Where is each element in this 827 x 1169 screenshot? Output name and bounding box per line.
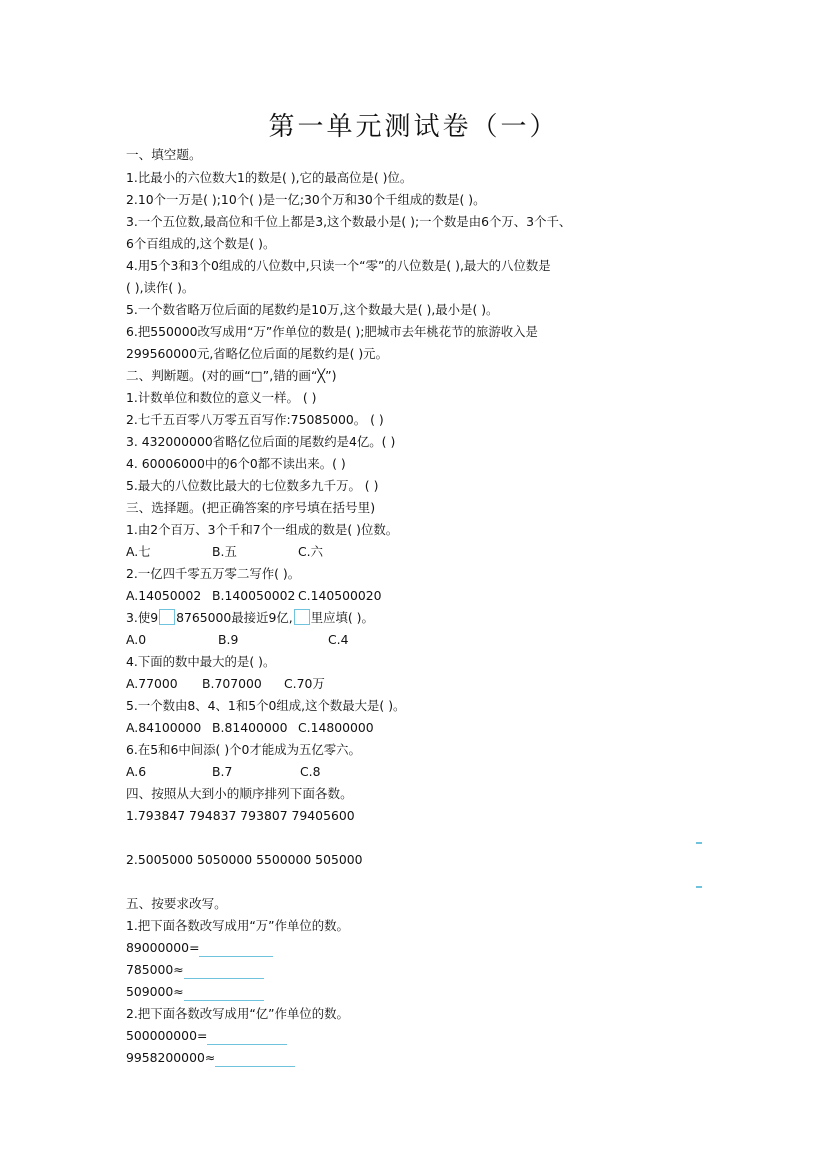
option-a: A.七	[126, 544, 151, 559]
question-2-2: 2.七千五百零八万零五百写作:75085000。 ( )	[126, 412, 384, 427]
rewrite-item	[126, 983, 264, 1001]
question-4-2: 2.5005000 5050000 5500000 505000	[126, 852, 363, 867]
question-1-5: 5.一个数省略万位后面的尾数约是10万,这个数最大是( ),最小是( )。	[126, 302, 499, 317]
answer-box[interactable]	[159, 609, 175, 625]
question-3-2-options	[126, 587, 382, 605]
option-a: A.14050002	[126, 588, 202, 603]
rewrite-item	[126, 961, 264, 979]
rewrite-item	[126, 939, 273, 957]
question-1-2: 2.10个一万是( );10个( )是一亿;30个万和30个千组成的数是( )。	[126, 192, 486, 207]
page-title: 第一单元测试卷（一）	[268, 112, 559, 142]
question-3-2: 2.一亿四千零五万零二写作( )。	[126, 566, 301, 581]
question-1-6a: 6.把550000改写成用“万”作单位的数是( );肥城市去年桃花节的旅游收入是	[126, 324, 538, 339]
option-a: A.84100000	[126, 720, 202, 735]
rewrite-item	[126, 1049, 295, 1067]
question-1-4a: 4.用5个3和3个0组成的八位数中,只读一个“零”的八位数是( ),最大的八位数是	[126, 258, 551, 273]
question-3-3-prefix: 3.使9	[126, 610, 159, 625]
answer-blank[interactable]	[184, 964, 264, 979]
option-a: A.6	[126, 764, 147, 779]
option-c: C.140500020	[298, 588, 382, 603]
option-b: B.7	[212, 764, 233, 779]
answer-blank[interactable]	[215, 1052, 295, 1067]
question-1-1: 1.比最小的六位数大1的数是( ),它的最高位是( )位。	[126, 170, 413, 185]
option-a: A.77000	[126, 676, 178, 691]
answer-blank[interactable]	[184, 986, 264, 1001]
question-3-4-options	[126, 675, 325, 693]
margin-mark	[696, 886, 702, 888]
question-5-2: 2.把下面各数改写成用“亿”作单位的数。	[126, 1006, 349, 1021]
question-3-3-suffix: 里应填( )。	[310, 610, 374, 625]
section-fill-blank-heading: 一、填空题。	[126, 147, 202, 162]
section-choice-heading: 三、选择题。(把正确答案的序号填在括号里)	[126, 500, 376, 515]
answer-blank[interactable]	[207, 1030, 287, 1045]
question-3-4: 4.下面的数中最大的是( )。	[126, 654, 276, 669]
question-3-3-middle: 8765000最接近9亿,	[176, 610, 293, 625]
question-3-6: 6.在5和6中间添( )个0才能成为五亿零六。	[126, 742, 361, 757]
question-3-5-options	[126, 719, 374, 737]
rewrite-item-number: 509000≈	[126, 984, 184, 999]
section-rewrite-heading: 五、按要求改写。	[126, 896, 227, 911]
option-c: C.14800000	[298, 720, 374, 735]
question-3-3	[126, 609, 374, 627]
question-2-1: 1.计数单位和数位的意义一样。 ( )	[126, 390, 317, 405]
rewrite-item-number: 9958200000≈	[126, 1050, 216, 1065]
option-b: B.81400000	[212, 720, 288, 735]
option-c: C.六	[298, 544, 323, 559]
question-5-1: 1.把下面各数改写成用“万”作单位的数。	[126, 918, 349, 933]
question-1-3b: 6个百组成的,这个数是( )。	[126, 236, 276, 251]
question-2-4: 4. 60006000中的6个0都不读出来。( )	[126, 456, 346, 471]
question-3-1: 1.由2个百万、3个千和7个一组成的数是( )位数。	[126, 522, 399, 537]
option-a: A.0	[126, 632, 147, 647]
question-3-5: 5.一个数由8、4、1和5个0组成,这个数最大是( )。	[126, 698, 406, 713]
question-1-6b: 299560000元,省略亿位后面的尾数约是( )元。	[126, 346, 388, 361]
option-b: B.五	[212, 544, 237, 559]
answer-box[interactable]	[294, 609, 310, 625]
section-order-heading: 四、按照从大到小的顺序排列下面各数。	[126, 786, 353, 801]
rewrite-item-number: 89000000=	[126, 940, 200, 955]
question-2-3: 3. 432000000省略亿位后面的尾数约是4亿。( )	[126, 434, 396, 449]
rewrite-item-number: 500000000=	[126, 1028, 208, 1043]
question-3-3-options	[126, 631, 348, 649]
option-b: B.9	[218, 632, 239, 647]
question-1-3a: 3.一个五位数,最高位和千位上都是3,这个数最小是( );一个数是由6个万、3个千、	[126, 214, 572, 229]
question-2-5: 5.最大的八位数比最大的七位数多九千万。 ( )	[126, 478, 379, 493]
option-b: B.707000	[202, 676, 262, 691]
question-4-1: 1.793847 794837 793807 79405600	[126, 808, 355, 823]
question-3-1-options	[126, 543, 323, 561]
margin-mark	[696, 842, 702, 844]
section-judge-heading: 二、判断题。(对的画“□”,错的画“╳”)	[126, 368, 337, 383]
answer-blank[interactable]	[199, 942, 273, 957]
question-1-4b: ( ),读作( )。	[126, 280, 195, 295]
option-b: B.140050002	[212, 588, 296, 603]
rewrite-item-number: 785000≈	[126, 962, 184, 977]
option-c: C.4	[328, 632, 349, 647]
rewrite-item	[126, 1027, 287, 1045]
option-c: C.8	[300, 764, 321, 779]
question-3-6-options	[126, 763, 320, 781]
option-c: C.70万	[284, 676, 325, 691]
